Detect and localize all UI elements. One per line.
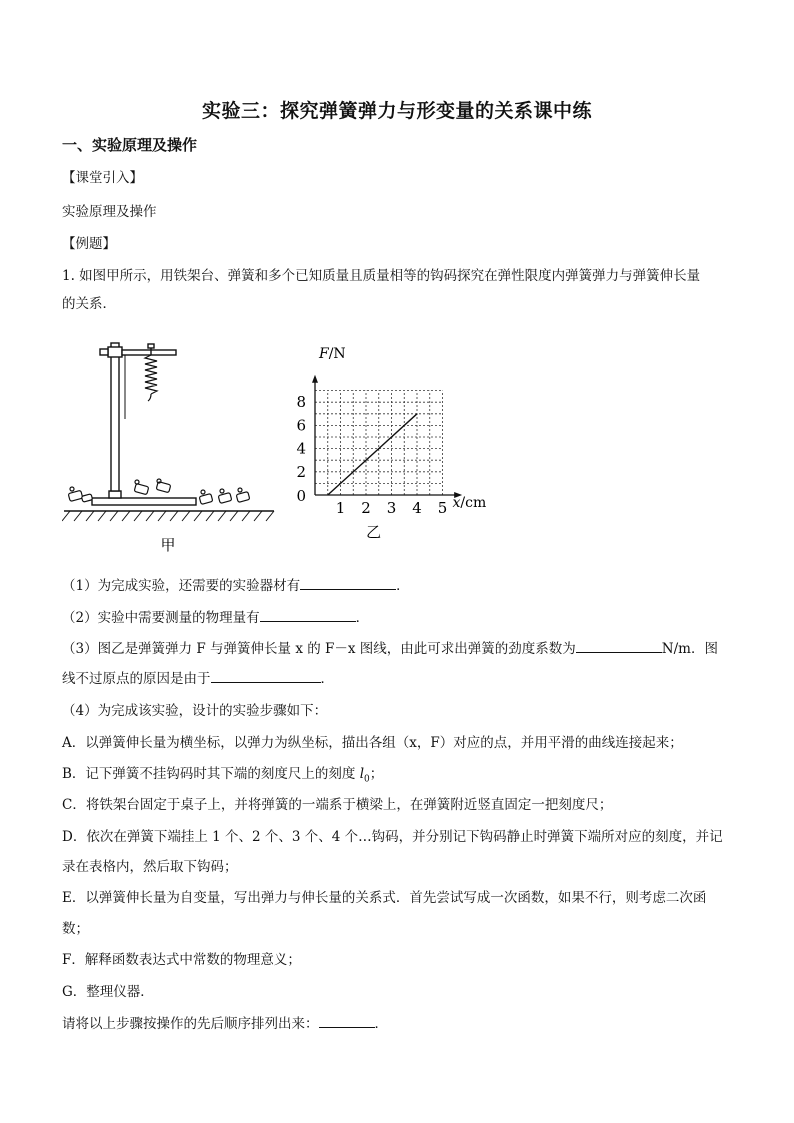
page-title: 实验三：探究弹簧弹力与形变量的关系课中练 xyxy=(201,100,592,122)
x-tick-label: 3 xyxy=(386,499,397,517)
figure-jia xyxy=(62,335,282,557)
question-1-line-2: 的关系． xyxy=(62,296,116,312)
figure-jia-label: 甲 xyxy=(160,536,176,554)
chart-x-label: x/cm xyxy=(452,495,487,511)
section-heading: 一、实验原理及操作 xyxy=(62,136,198,154)
question-1-line-1: 1. 如图甲所示，用铁架台、弹簧和多个已知质量且质量相等的钩码探究在弹性限度内弹簧弹力与弹簧伸长量 xyxy=(62,268,701,284)
sub-question-1: （1）为完成实验，还需要的实验器材有 ． xyxy=(62,574,410,594)
step-e-line-1: E．以弹簧伸长量为自变量，写出弹力与伸长量的关系式．首先尝试写成一次函数，如果不行，则考虑二次函 xyxy=(62,890,707,906)
x-tick-label: 2 xyxy=(361,499,371,517)
x-tick-label: 4 xyxy=(412,499,422,517)
clamp xyxy=(108,347,122,357)
y-tick-label: 6 xyxy=(296,416,306,435)
y-tick-label: 4 xyxy=(296,439,306,458)
spring-coil xyxy=(145,355,157,394)
chart-axes xyxy=(312,375,462,498)
step-c: C．将铁架台固定于桌子上，并将弹簧的一端系于横梁上，在弹簧附近竖直固定一把刻度尺； xyxy=(62,797,613,813)
y-axis-arrow xyxy=(312,375,318,383)
answer-blank-2[interactable] xyxy=(260,607,356,622)
answer-blank-order[interactable] xyxy=(319,1013,375,1028)
figure-yi-chart xyxy=(290,336,500,548)
sub-question-3-line-1: （3）图乙是弹簧弹力 F 与弹簧伸长量 x 的 F－x 图线，由此可求出弹簧的劲度系数为 N/m．图 xyxy=(62,637,718,657)
tag-example: 【例题】 xyxy=(62,236,116,252)
ground-hatching xyxy=(62,511,274,521)
crossbeam xyxy=(122,350,176,355)
chart-y-label: F/N xyxy=(319,346,346,362)
figure-yi-label: 乙 xyxy=(366,523,382,541)
x-tick-label: 1 xyxy=(335,499,346,517)
step-a: A．以弹簧伸长量为横坐标，以弹力为纵坐标，描出各组（x，F）对应的点，并用平滑的曲线连接起来； xyxy=(62,735,683,751)
step-f: F．解释函数表达式中常数的物理意义； xyxy=(62,952,301,968)
tag-intro: 【课堂引入】 xyxy=(62,170,143,186)
answer-blank-3a[interactable] xyxy=(576,638,662,653)
step-e-line-2: 数； xyxy=(62,921,89,937)
series-line xyxy=(328,414,417,495)
order-question: 请将以上步骤按操作的先后顺序排列出来： ． xyxy=(62,1012,388,1032)
stand-rod xyxy=(111,343,119,491)
stand-base xyxy=(92,498,196,505)
sub-question-3-line-2: 线不过原点的原因是由于 ． xyxy=(62,667,334,687)
origin-label: 0 xyxy=(296,487,306,505)
answer-blank-3b[interactable] xyxy=(211,668,321,683)
intro-text: 实验原理及操作 xyxy=(62,204,157,220)
answer-blank-1[interactable] xyxy=(300,575,396,590)
x-tick-label: 5 xyxy=(437,499,448,517)
step-d-line-2: 录在表格内，然后取下钩码； xyxy=(62,859,238,875)
step-b: B．记下弹簧不挂钩码时其下端的刻度尺上的刻度 $l_0$； xyxy=(62,766,384,785)
sub-question-4: （4）为完成该实验，设计的实验步骤如下： xyxy=(62,703,328,719)
step-g: G．整理仪器． xyxy=(62,984,154,1000)
chart-grid xyxy=(315,391,443,495)
sub-question-2: （2）实验中需要测量的物理量有 ． xyxy=(62,606,369,626)
y-tick-label: 8 xyxy=(296,393,306,412)
y-tick-label: 2 xyxy=(296,462,306,481)
step-d-line-1: D．依次在弹簧下端挂上 1 个、2 个、3 个、4 个…钩码，并分别记下钩码静止时弹簧下端所对应的刻度，并记 xyxy=(62,829,723,845)
